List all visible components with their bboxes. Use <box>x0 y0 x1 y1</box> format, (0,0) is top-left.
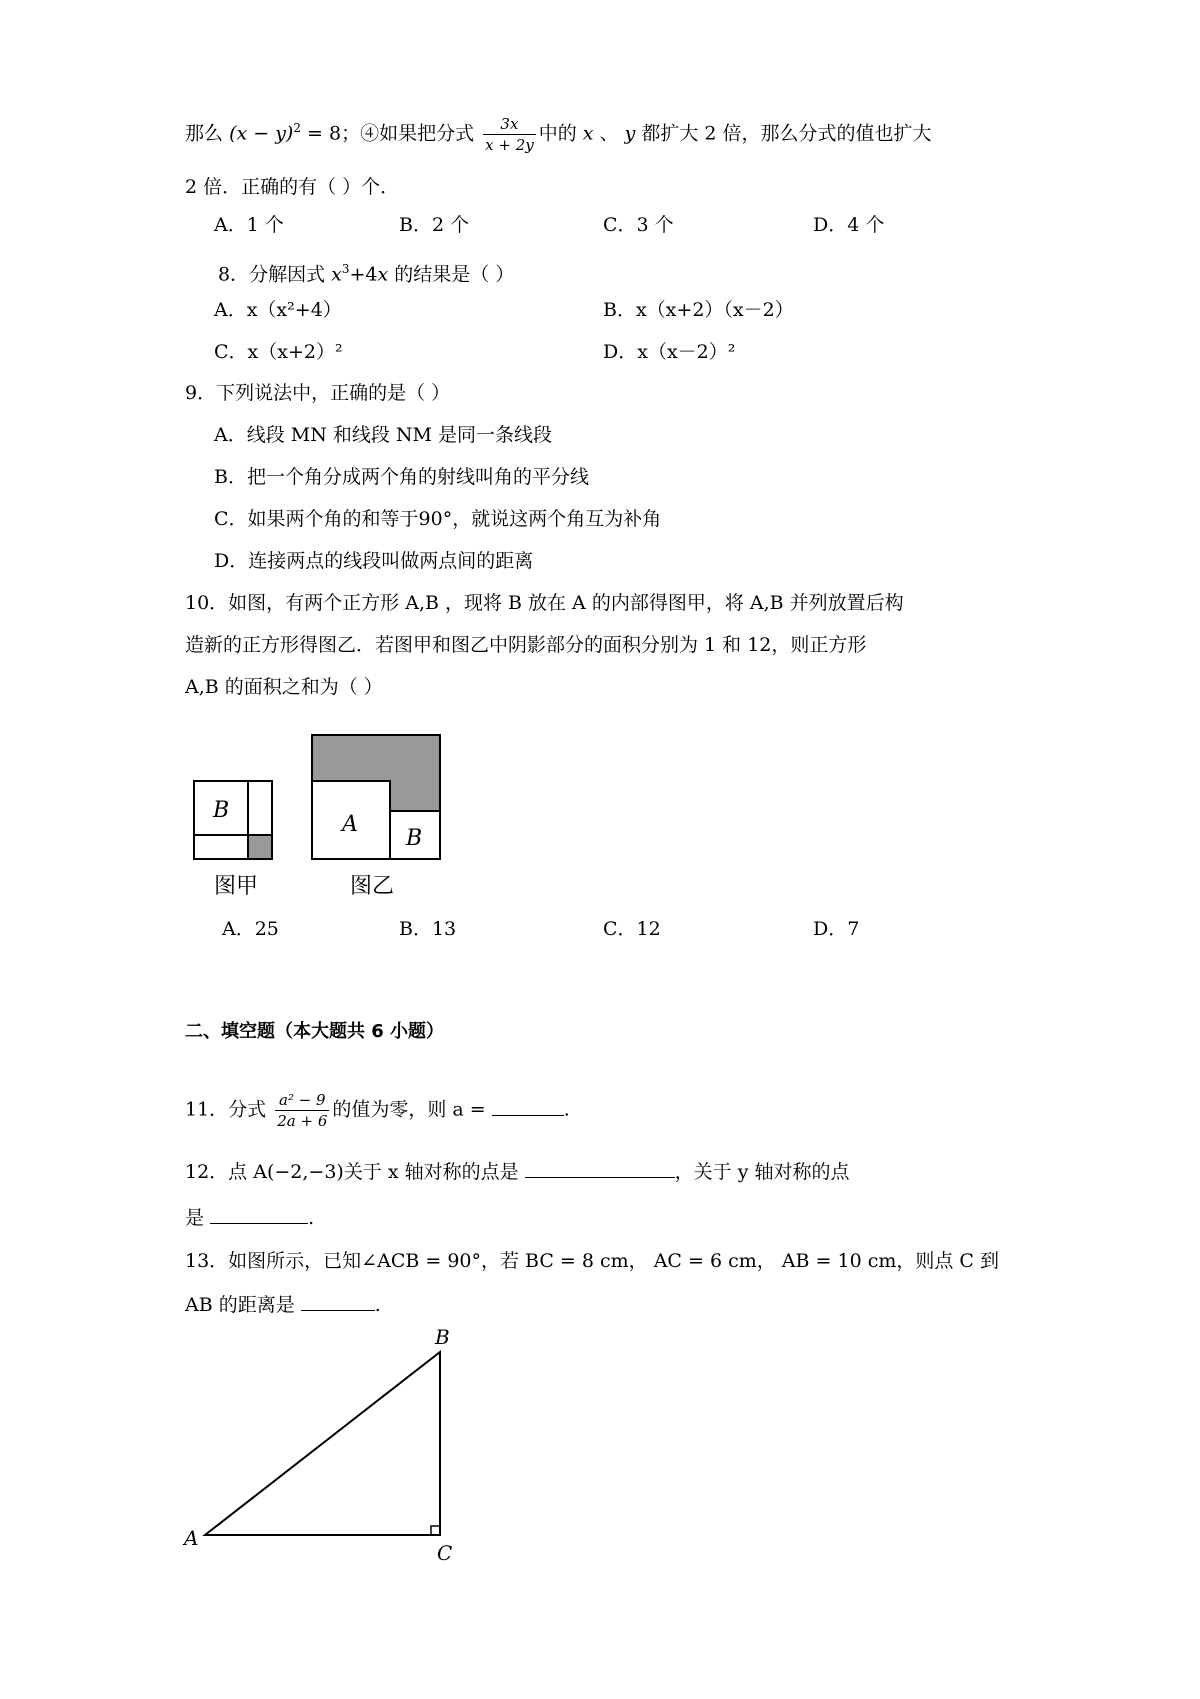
right-angle-mark <box>431 1526 440 1535</box>
q7-exp: 2 <box>293 121 301 136</box>
frac-numerator: a² − 9 <box>275 1090 329 1111</box>
q8-option-b: B．x（x+2）（x－2） <box>603 299 794 321</box>
q13-line-2 <box>185 1290 381 1318</box>
q11-line <box>185 1090 570 1131</box>
q8-stem <box>218 256 514 287</box>
answer-blank[interactable] <box>525 1157 675 1178</box>
q8-exp: 3 <box>341 262 350 276</box>
q7-line-2: 2 倍．正确的有（ ）个． <box>185 176 400 198</box>
q7-var: x <box>582 122 594 145</box>
q7-text: 中的 <box>538 122 577 145</box>
q10-option-d: D．7 <box>813 918 860 940</box>
q7-text: 、 <box>599 122 619 145</box>
q12-text: 是 <box>185 1207 205 1229</box>
q9-option-b: B．把一个角分成两个角的射线叫角的平分线 <box>214 466 589 488</box>
answer-blank[interactable] <box>210 1203 308 1224</box>
label-b: B <box>406 826 423 851</box>
q7-fraction <box>483 114 536 155</box>
q8-text: 的结果是（ ） <box>394 263 515 286</box>
answer-blank[interactable] <box>492 1095 564 1116</box>
q9-option-d: D．连接两点的线段叫做两点间的距离 <box>214 550 534 572</box>
q8-option-a: A．x（x²+4） <box>214 299 342 321</box>
q10-line-2: 造新的正方形得图乙．若图甲和图乙中阴影部分的面积分别为 1 和 12，则正方形 <box>185 634 867 656</box>
q12-text: ，关于 y 轴对称的点 <box>674 1161 850 1183</box>
q7-text: 都扩大 2 倍，那么分式的值也扩大 <box>641 122 932 145</box>
frac-numerator: 3x <box>483 114 536 135</box>
caption-yi: 图乙 <box>350 874 395 899</box>
q12-text: 12．点 A(−2,−3)关于 x 轴对称的点是 <box>185 1161 519 1183</box>
caption-jia: 图甲 <box>214 874 259 899</box>
answer-blank[interactable] <box>301 1290 375 1311</box>
q9-stem: 9．下列说法中，正确的是（ ） <box>185 382 451 404</box>
q7-var: y <box>624 122 636 145</box>
q9-option-a: A．线段 MN 和线段 NM 是同一条线段 <box>214 424 553 446</box>
q13-triangle-figure <box>180 1320 480 1570</box>
q12-line-2 <box>185 1203 314 1231</box>
shaded-region <box>248 835 272 859</box>
q7-option-c: C．3 个 <box>603 214 674 236</box>
q10-option-b: B．13 <box>399 918 457 940</box>
vertex-c: C <box>437 1541 453 1565</box>
vertex-a: A <box>184 1526 199 1550</box>
q7-text: 那么 <box>185 122 224 145</box>
section-title: 二、填空题（本大题共 6 小题） <box>185 1021 445 1042</box>
q7-option-b: B．2 个 <box>399 214 470 236</box>
triangle-abc <box>205 1352 440 1535</box>
q11-text: . <box>563 1098 570 1121</box>
q7-option-a: A．1 个 <box>214 214 284 236</box>
q8-option-d: D．x（x－2）² <box>603 341 736 363</box>
q10-figures <box>180 725 460 905</box>
label-b: B <box>213 798 230 823</box>
q7-line-1 <box>185 114 932 155</box>
q12-line-1 <box>185 1157 850 1185</box>
q10-line-3: A,B 的面积之和为（ ） <box>185 676 383 698</box>
vertex-b: B <box>435 1325 450 1349</box>
q10-option-c: C．12 <box>603 918 661 940</box>
frac-denominator: 2a + 6 <box>277 1112 328 1130</box>
q8-text: 8．分解因式 <box>218 263 326 286</box>
figure-jia <box>194 781 272 899</box>
q7-option-d: D．4 个 <box>813 214 885 236</box>
q8-text: +4 <box>349 263 378 286</box>
q11-fraction <box>275 1090 329 1131</box>
label-a: A <box>342 812 358 837</box>
q11-text: 11．分式 <box>185 1098 267 1121</box>
figure-yi <box>312 735 440 899</box>
q13-line-1: 13．如图所示，已知∠ACB = 90°，若 BC = 8 cm， AC = 6 cm， AB = 10 cm，则点 C 到 <box>185 1250 999 1272</box>
q7-expr: (x − y) <box>229 122 294 145</box>
q11-text: 的值为零，则 a = <box>332 1098 486 1121</box>
q10-line-1: 10．如图，有两个正方形 A,B ，现将 B 放在 A 的内部得图甲，将 A,B 并列放置后构 <box>185 592 904 614</box>
q9-option-c: C．如果两个角的和等于90°，就说这两个角互为补角 <box>214 508 662 530</box>
frac-denominator: x + 2y <box>485 136 534 154</box>
q13-text: AB 的距离是 <box>185 1294 295 1316</box>
q8-option-c: C．x（x+2）² <box>214 341 343 363</box>
q8-var: x <box>377 263 389 286</box>
q7-text: = 8；④如果把分式 <box>300 122 475 145</box>
q13-text: . <box>374 1294 381 1316</box>
q10-option-a: A．25 <box>222 918 279 940</box>
q12-text: . <box>308 1207 315 1229</box>
q8-var: x <box>331 263 342 286</box>
